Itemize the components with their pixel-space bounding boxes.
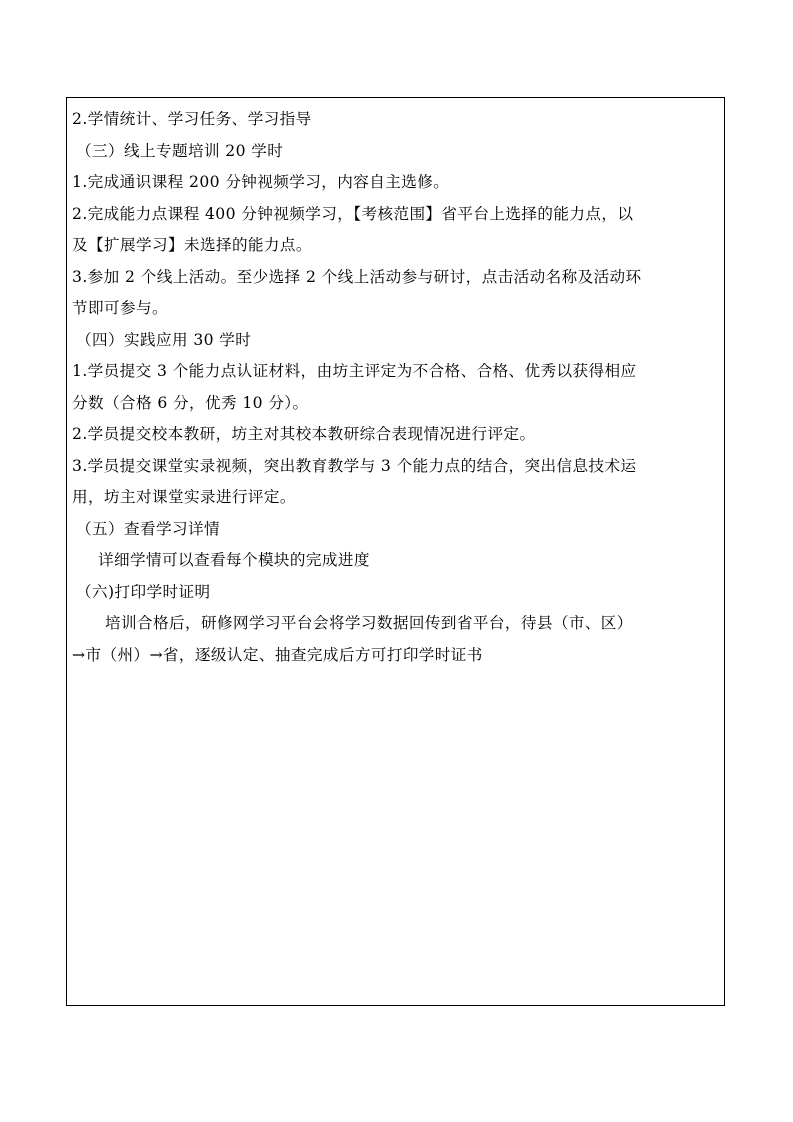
line-certification-materials-cont: 分数（合格 6 分，优秀 10 分）。: [72, 393, 309, 412]
line-online-activities: 3.参加 2 个线上活动。至少选择 2 个线上活动参与研讨，点击活动名称及活动环: [72, 267, 642, 286]
heading-practice-application: （四）实践应用 30 学时: [76, 330, 252, 349]
line-print-certificate: 培训合格后，研修网学习平台会将学习数据回传到省平台，待县（市、区）: [105, 614, 633, 632]
line-general-courses: 1.完成通识课程 200 分钟视频学习，内容自主选修。: [72, 173, 450, 191]
line-certification-materials: 1.学员提交 3 个能力点认证材料，由坊主评定为不合格、合格、优秀以获得相应: [72, 362, 637, 380]
heading-online-training: （三）线上专题培训 20 学时: [76, 141, 284, 160]
heading-view-details: （五）查看学习详情: [76, 519, 220, 538]
document-body: [72, 104, 722, 671]
line-print-certificate-cont: →市（州）→省，逐级认定、抽查完成后方可打印学时证书: [72, 645, 483, 664]
line-classroom-video: 3.学员提交课堂实录视频，突出教育教学与 3 个能力点的结合，突出信息技术运: [72, 456, 637, 475]
line-online-activities-cont: 节即可参与。: [72, 299, 168, 317]
heading-print-certificate: （六)打印学时证明: [76, 582, 211, 601]
line-ability-courses-cont: 及【扩展学习】未选择的能力点。: [72, 236, 312, 254]
line-school-research: 2.学员提交校本教研，坊主对其校本教研综合表现情况进行评定。: [72, 425, 536, 443]
line-ability-courses: 2.完成能力点课程 400 分钟视频学习，【考核范围】省平台上选择的能力点，以: [72, 204, 634, 223]
line-study-stats: 2.学情统计、学习任务、学习指导: [72, 110, 312, 128]
line-view-details: 详细学情可以查看每个模块的完成进度: [98, 551, 370, 569]
line-classroom-video-cont: 用，坊主对课堂实录进行评定。: [72, 488, 296, 506]
